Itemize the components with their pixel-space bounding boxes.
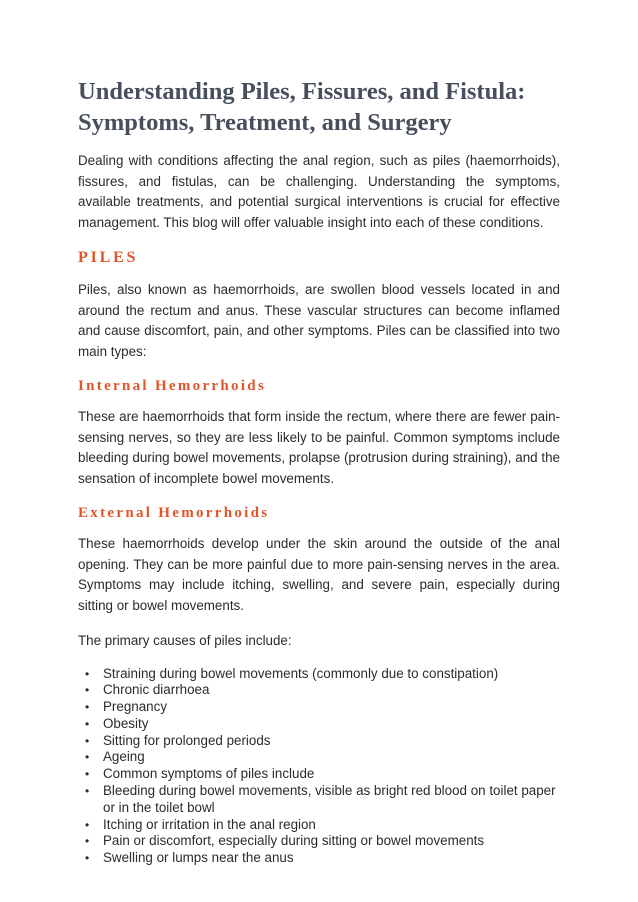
list-item-text: Straining during bowel movements (commonly due to constipation): [103, 665, 499, 681]
bullet-icon: •: [85, 750, 90, 765]
internal-hemorrhoids-paragraph: These are haemorrhoids that form inside the rectum, where there are fewer pain-sensing nerves, so they are less likely to be painful. Common symptoms include bleeding during bowel movements, prolapse (protrusion during straining), and the sensation of incomplete bowel movements.: [78, 409, 560, 486]
list-item-text: Ageing: [103, 749, 145, 765]
list-item: [78, 666, 560, 683]
page-title: Understanding Piles, Fissures, and Fistula: Symptoms, Treatment, and Surgery: [78, 78, 526, 136]
list-item: [78, 766, 560, 783]
bullet-icon: •: [85, 666, 90, 681]
bullet-icon: •: [85, 767, 90, 782]
list-item: [78, 850, 560, 867]
bullet-icon: •: [85, 784, 90, 799]
piles-heading: PILES: [78, 249, 139, 266]
bullet-icon: •: [85, 700, 90, 715]
internal-hemorrhoids-heading: Internal Hemorrhoids: [78, 378, 267, 394]
list-item-text: Obesity: [103, 715, 149, 731]
intro-paragraph: Dealing with conditions affecting the anal region, such as piles (haemorrhoids), fissures, and fistulas, can be challenging. Understanding the symptoms, available treatments, and potential surgical interventions is crucial for effective management. This blog will offer valuable insight into each of these conditions.: [78, 153, 560, 230]
list-item-text: Common symptoms of piles include: [103, 766, 315, 782]
document-page: [78, 76, 560, 867]
list-item: [78, 833, 560, 850]
list-item: [78, 783, 560, 817]
external-hemorrhoids-heading: External Hemorrhoids: [78, 505, 270, 521]
list-item: [78, 749, 560, 766]
list-item-text: Chronic diarrhoea: [103, 682, 210, 698]
causes-list: [78, 666, 560, 868]
list-item: [78, 733, 560, 750]
list-item-text: Swelling or lumps near the anus: [103, 850, 294, 866]
list-item-text: Sitting for prolonged periods: [103, 732, 271, 748]
bullet-icon: •: [85, 683, 90, 698]
list-item-text: Bleeding during bowel movements, visible as bright red blood on toilet paper or in the toilet bowl: [103, 783, 556, 815]
list-item: [78, 716, 560, 733]
list-item: [78, 699, 560, 716]
list-item-text: Pregnancy: [103, 699, 168, 715]
bullet-icon: •: [85, 851, 90, 866]
list-item-text: Itching or irritation in the anal region: [103, 816, 316, 832]
bullet-icon: •: [85, 716, 90, 731]
list-item: [78, 817, 560, 834]
piles-paragraph: Piles, also known as haemorrhoids, are swollen blood vessels located in and around the rectum and anus. These vascular structures can become inflamed and cause discomfort, pain, and other symptoms. Piles can be classified into two main types:: [78, 282, 560, 359]
bullet-icon: •: [85, 834, 90, 849]
causes-intro: The primary causes of piles include:: [78, 633, 292, 648]
bullet-icon: •: [85, 817, 90, 832]
list-item: [78, 682, 560, 699]
external-hemorrhoids-paragraph: These haemorrhoids develop under the skin around the outside of the anal opening. They can be more painful due to more pain-sensing nerves in the area. Symptoms may include itching, swelling, and severe pain, especially during sitting or bowel movements.: [78, 536, 560, 613]
list-item-text: Pain or discomfort, especially during sitting or bowel movements: [103, 833, 485, 849]
bullet-icon: •: [85, 733, 90, 748]
